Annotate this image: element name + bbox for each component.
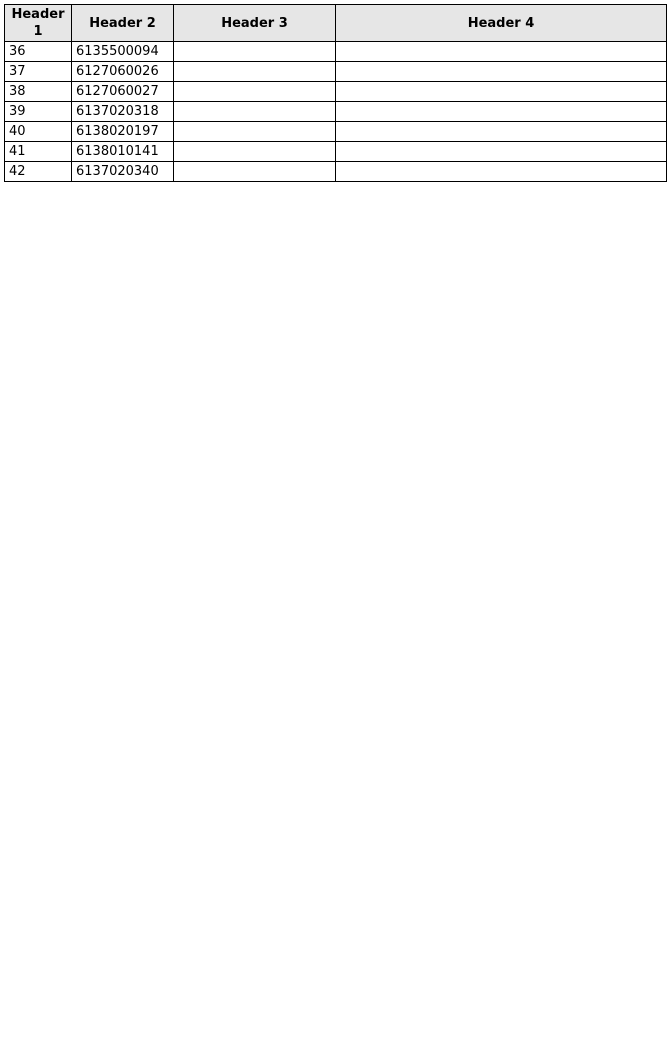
header-store-id: Header 2 [72, 5, 174, 42]
cell-seq: 38 [5, 82, 72, 102]
cell-store-id: 6127060026 [72, 62, 174, 82]
cell-store-id: 6137020318 [72, 102, 174, 122]
cell-store-address [336, 62, 667, 82]
cell-seq: 36 [5, 42, 72, 62]
cell-store-id: 6135500094 [72, 42, 174, 62]
cell-store-address [336, 142, 667, 162]
cell-store-address [336, 42, 667, 62]
cell-agent-name [174, 42, 336, 62]
cell-seq: 37 [5, 62, 72, 82]
table-row [5, 162, 667, 182]
header-seq: Header 1 [5, 5, 72, 42]
table-body [5, 42, 667, 182]
cell-store-address [336, 162, 667, 182]
cell-agent-name [174, 162, 336, 182]
header-agent-name: Header 3 [174, 5, 336, 42]
cell-seq: 41 [5, 142, 72, 162]
store-table [4, 4, 667, 182]
table-header [5, 5, 667, 42]
cell-store-address [336, 122, 667, 142]
table-row [5, 42, 667, 62]
cell-store-id: 6127060027 [72, 82, 174, 102]
cell-agent-name [174, 82, 336, 102]
table-row [5, 82, 667, 102]
table-row [5, 102, 667, 122]
cell-store-id: 6138020197 [72, 122, 174, 142]
cell-seq: 40 [5, 122, 72, 142]
cell-agent-name [174, 142, 336, 162]
cell-seq: 42 [5, 162, 72, 182]
cell-agent-name [174, 122, 336, 142]
table-row [5, 62, 667, 82]
cell-store-id: 6138010141 [72, 142, 174, 162]
cell-store-id: 6137020340 [72, 162, 174, 182]
header-row [5, 5, 667, 42]
cell-seq: 39 [5, 102, 72, 122]
cell-agent-name [174, 62, 336, 82]
table-row [5, 122, 667, 142]
cell-store-address [336, 82, 667, 102]
header-store-address: Header 4 [336, 5, 667, 42]
table-row [5, 142, 667, 162]
cell-agent-name [174, 102, 336, 122]
cell-store-address [336, 102, 667, 122]
